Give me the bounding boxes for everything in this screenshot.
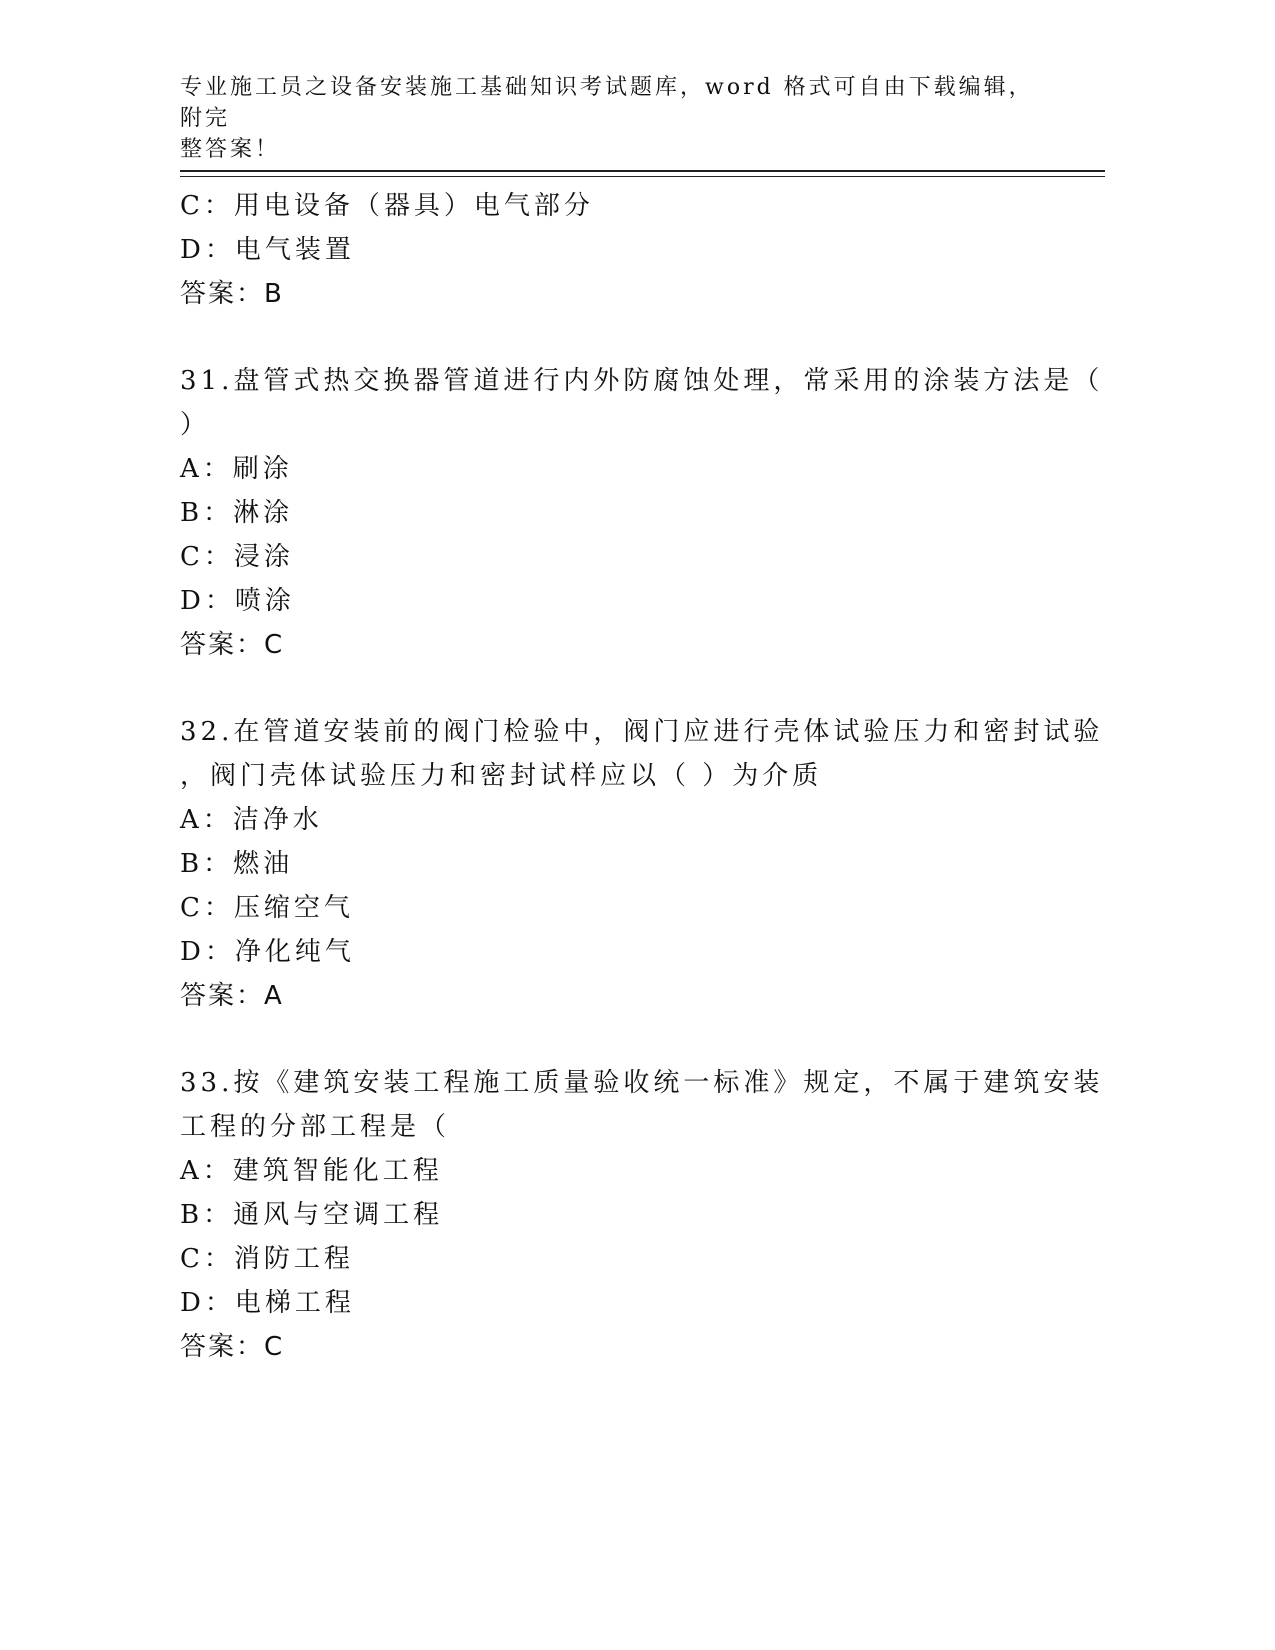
- question-stem-line-2: 工程的分部工程是（: [180, 1112, 451, 1142]
- header-line-2: 整答案！: [180, 137, 281, 162]
- option-c: C：压缩空气: [180, 893, 354, 923]
- option-d: D：喷涂: [180, 586, 295, 616]
- answer: 答案：C: [180, 630, 285, 660]
- option-c: C：消防工程: [180, 1244, 354, 1274]
- question-list: [180, 184, 1104, 1369]
- option-d: D：电梯工程: [180, 1288, 355, 1318]
- option-b: B：燃油: [180, 849, 294, 879]
- header-divider-thin: [180, 176, 1105, 177]
- question-stem-line-1: 31.盘管式热交换器管道进行内外防腐蚀处理，常采用的涂装方法是（: [180, 366, 1104, 396]
- question-33: [180, 1061, 1104, 1369]
- document-header: [180, 72, 1040, 165]
- previous-question-tail: [180, 184, 1060, 316]
- answer: 答案：A: [180, 981, 284, 1011]
- option-a: A：洁净水: [180, 805, 323, 835]
- answer: 答案：C: [180, 1332, 285, 1362]
- answer: 答案：B: [180, 279, 284, 309]
- question-stem-line-2: ，阀门壳体试验压力和密封试样应以（ ）为介质: [180, 761, 823, 791]
- option-c: C：浸涂: [180, 542, 294, 572]
- header-divider-thick: [180, 170, 1105, 172]
- question-stem-line-1: 32.在管道安装前的阀门检验中，阀门应进行壳体试验压力和密封试验: [180, 717, 1104, 747]
- option-b: B：通风与空调工程: [180, 1200, 444, 1230]
- question-31: [180, 359, 1104, 667]
- option-c: C：用电设备（器具）电气部分: [180, 191, 594, 221]
- question-32: [180, 710, 1104, 1018]
- option-b: B：淋涂: [180, 498, 294, 528]
- option-a: A：刷涂: [180, 454, 293, 484]
- option-d: D：净化纯气: [180, 937, 355, 967]
- question-stem-line-1: 33.按《建筑安装工程施工质量验收统一标准》规定，不属于建筑安装: [180, 1068, 1104, 1098]
- option-a: A：建筑智能化工程: [180, 1156, 443, 1186]
- question-stem-line-2: ）: [180, 410, 211, 440]
- option-d: D：电气装置: [180, 235, 355, 265]
- header-line-1: 专业施工员之设备安装施工基础知识考试题库，word 格式可自由下载编辑，附完: [180, 75, 1034, 131]
